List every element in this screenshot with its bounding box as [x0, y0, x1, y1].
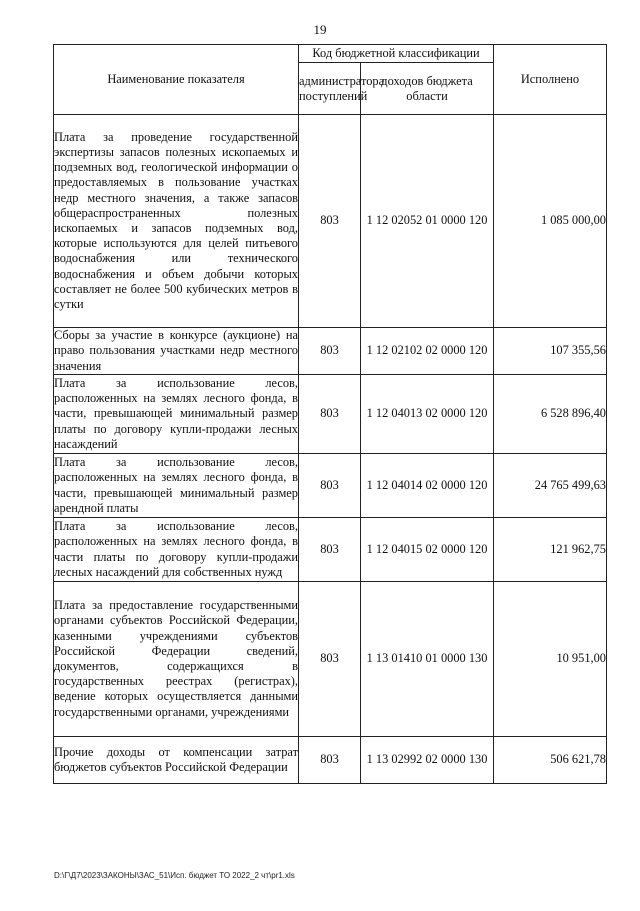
row-amount: 107 355,56 [494, 328, 607, 375]
table-row [54, 375, 607, 454]
row-revenue-code: 1 12 02102 02 0000 120 [361, 328, 494, 375]
page-number: 19 [313, 22, 327, 37]
row-name: Плата за использование лесов, расположенных на землях лесного фонда, в части, превышающей минимальный размер арендной платы [54, 454, 299, 518]
row-name: Плата за использование лесов, расположенных на землях лесного фонда, в части платы по договору купли-продажи лесных насаждений для собственных нужд [54, 518, 299, 582]
header-row-1 [54, 45, 607, 63]
row-admin-code: 803 [299, 518, 361, 582]
row-name: Плата за предоставление государственными органами субъектов Российской Федерации, казенными учреждениями субъектов Российской Федерации сведений, документов, содержащихся в государственных реестрах (регистрах), ведение которых осуществляется данными государственными органами, учреждениями [54, 582, 299, 737]
table-row [54, 454, 607, 518]
row-admin-code: 803 [299, 328, 361, 375]
header-budget-revenue: доходов бюджета области [361, 63, 494, 115]
row-admin-code: 803 [299, 737, 361, 784]
row-revenue-code: 1 12 04015 02 0000 120 [361, 518, 494, 582]
row-revenue-code: 1 12 04013 02 0000 120 [361, 375, 494, 454]
row-name: Прочие доходы от компенсации затрат бюджетов субъектов Российской Федерации [54, 737, 299, 784]
header-classification-code: Код бюджетной классификации [299, 45, 494, 63]
row-amount: 121 962,75 [494, 518, 607, 582]
row-revenue-code: 1 12 02052 01 0000 120 [361, 115, 494, 328]
row-amount: 10 951,00 [494, 582, 607, 737]
row-admin-code: 803 [299, 375, 361, 454]
header-executed: Исполнено [494, 45, 607, 115]
table-row [54, 737, 607, 784]
table-row [54, 518, 607, 582]
row-revenue-code: 1 13 01410 01 0000 130 [361, 582, 494, 737]
row-revenue-code: 1 12 04014 02 0000 120 [361, 454, 494, 518]
row-admin-code: 803 [299, 115, 361, 328]
row-name: Сборы за участие в конкурсе (аукционе) на право пользования участками недр местного значения [54, 328, 298, 373]
footer-file-path: D:\Г\Д7\2023\ЗАКОНЫ\ЗАС_51\Исп. бюджет ТО 2022_2 чт\pr1.xls [54, 871, 295, 880]
header-indicator-name: Наименование показателя [54, 45, 299, 115]
table-row [54, 582, 607, 737]
row-admin-code: 803 [299, 454, 361, 518]
row-revenue-code: 1 13 02992 02 0000 130 [361, 737, 494, 784]
row-amount: 24 765 499,63 [494, 454, 607, 518]
row-amount: 6 528 896,40 [494, 375, 607, 454]
table-row [54, 328, 607, 375]
row-name: Плата за проведение государственной экспертизы запасов полезных ископаемых и подземных вод, геологической информации о предоставляемых в пользование участках недр местного значения, а также запасов общераспространенных полезных ископаемых и запасов подземных вод, которые используются для целей питьевого водоснабжения или технического водоснабжения и объем добычи которых составляет не более 500 кубических метров в сутки [54, 115, 299, 328]
row-amount: 506 621,78 [494, 737, 607, 784]
row-admin-code: 803 [299, 582, 361, 737]
row-amount: 1 085 000,00 [494, 115, 607, 328]
budget-table [53, 44, 607, 784]
row-name: Плата за использование лесов, расположенных на землях лесного фонда, в части, превышающей минимальный размер платы по договору купли-продажи лесных насаждений [54, 375, 299, 454]
table-row [54, 115, 607, 328]
header-administrator: администратора поступлений [299, 63, 361, 115]
